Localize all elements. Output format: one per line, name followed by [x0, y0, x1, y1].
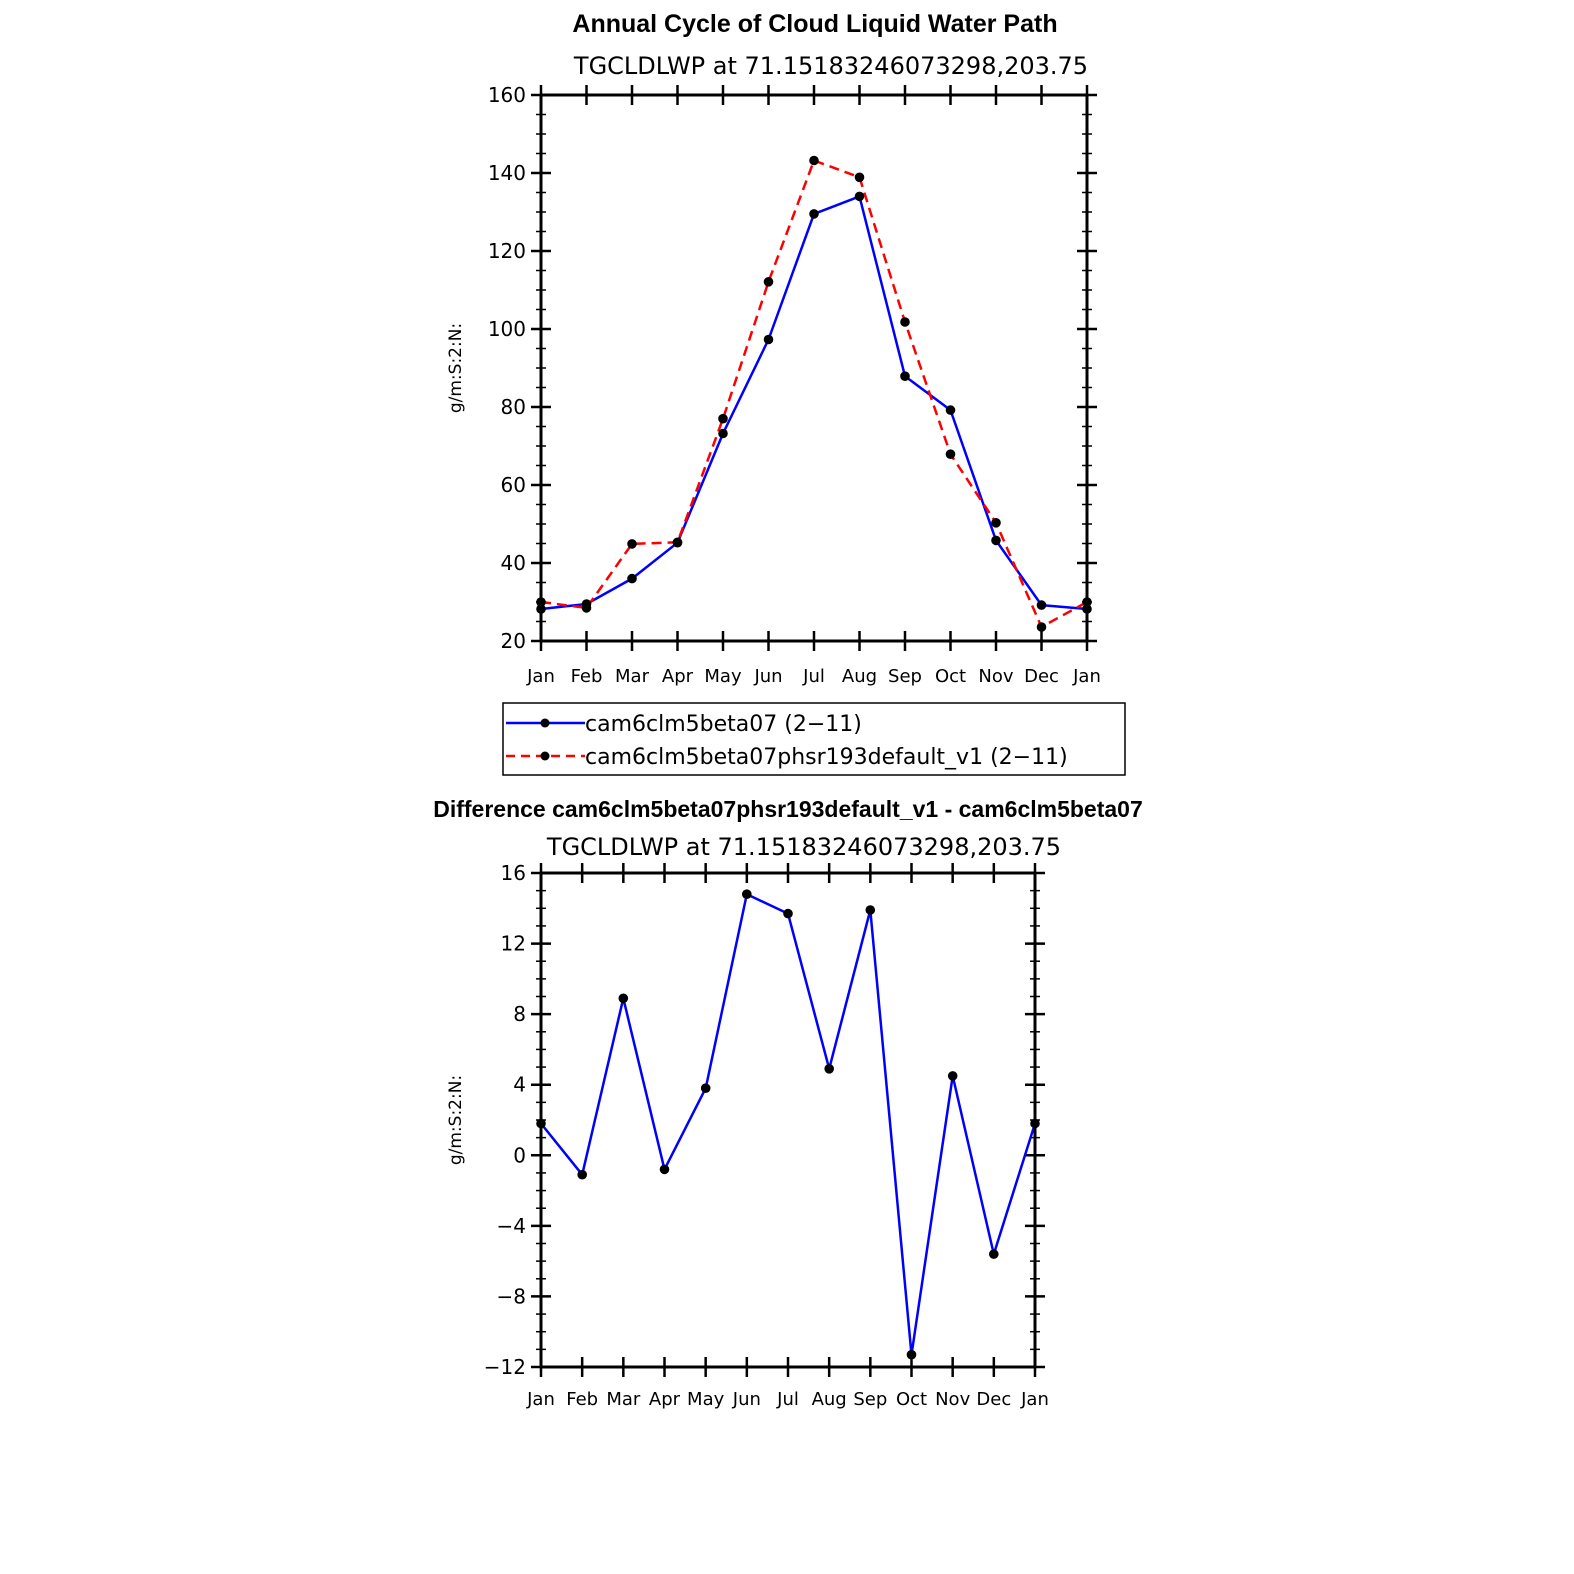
- bottom-series-0-point: [701, 1083, 711, 1093]
- bottom-xtick-label: Jul: [777, 1389, 799, 1410]
- bottom-ytick-label: −4: [496, 1213, 526, 1238]
- top-series-1-point: [718, 414, 728, 424]
- top-series-group: [536, 156, 1092, 632]
- top-series-1-point: [764, 277, 774, 287]
- top-xtick-label: Feb: [570, 666, 603, 687]
- bottom-xtick-label: Jun: [732, 1389, 761, 1410]
- top-xtick-label: Mar: [615, 666, 649, 687]
- top-series-1-point: [991, 518, 1001, 528]
- top-ytick-label: 160: [487, 83, 526, 107]
- top-series-0-point: [900, 371, 910, 381]
- top-ytick-label: 60: [500, 473, 526, 497]
- top-xtick-label: Jul: [803, 666, 825, 687]
- top-xtick-label: May: [704, 666, 742, 687]
- legend-label-red: cam6clm5beta07phsr193default_v1 (2−11): [585, 745, 1068, 770]
- bottom-series-0-point: [948, 1071, 958, 1081]
- top-series-1-point: [673, 538, 683, 548]
- bottom-axis-ticks: [531, 863, 1045, 1377]
- bottom-ytick-label: −8: [496, 1284, 526, 1309]
- bottom-ytick-label: 16: [500, 861, 526, 885]
- bottom-series-0-point: [619, 994, 629, 1004]
- top-y-tick-labels: [488, 83, 526, 653]
- bottom-plot-frame: [541, 873, 1035, 1367]
- top-ytick-label: 80: [500, 395, 526, 419]
- top-y-axis-label: g/m:S:2:N:: [446, 322, 466, 414]
- top-series-1-point: [1037, 622, 1047, 632]
- bottom-x-tick-labels: [526, 1389, 1049, 1410]
- top-series-1-point: [582, 603, 592, 613]
- top-series-0-point: [855, 192, 865, 202]
- bottom-series-0-point: [989, 1249, 999, 1259]
- top-series-0-point: [946, 405, 956, 415]
- top-series-1-point: [946, 449, 956, 459]
- top-series-1-point: [855, 173, 865, 183]
- top-series-line-0: [541, 196, 1087, 609]
- bottom-xtick-label: Feb: [566, 1389, 599, 1410]
- top-series-0-point: [809, 209, 819, 219]
- top-xtick-label: Jan: [527, 666, 555, 687]
- bottom-xtick-label: May: [687, 1389, 725, 1410]
- legend-marker-blue: [541, 719, 550, 728]
- top-ytick-label: 140: [487, 161, 526, 185]
- top-xtick-label: Oct: [934, 666, 967, 687]
- bottom-xtick-label: Jan: [1021, 1389, 1049, 1410]
- bottom-series-0-point: [907, 1350, 917, 1360]
- top-xtick-label: Sep: [888, 666, 922, 687]
- bottom-chart-subtitle: TGCLDLWP at 71.15183246073298,203.75: [546, 833, 1062, 861]
- bottom-series-0-point: [783, 909, 793, 919]
- bottom-xtick-label: Aug: [811, 1389, 847, 1410]
- bottom-xtick-label: Mar: [606, 1389, 641, 1410]
- top-ytick-label: 100: [487, 317, 526, 341]
- bottom-ytick-label: −12: [483, 1355, 526, 1379]
- bottom-xtick-label: Dec: [976, 1389, 1012, 1410]
- bottom-series-group: [536, 889, 1040, 1359]
- bottom-series-0-point: [577, 1170, 587, 1180]
- bottom-series-line-0: [541, 894, 1035, 1354]
- top-plot-frame: [541, 95, 1087, 641]
- bottom-series-0-point: [742, 889, 752, 899]
- bottom-xtick-label: Oct: [895, 1389, 928, 1410]
- top-series-1-point: [809, 156, 819, 166]
- bottom-ytick-label: 4: [513, 1072, 526, 1097]
- top-xtick-label: Jun: [754, 666, 783, 687]
- bottom-xtick-label: Nov: [935, 1389, 971, 1410]
- top-xtick-label: Nov: [978, 666, 1014, 687]
- top-x-tick-labels: [526, 666, 1101, 687]
- bottom-y-axis-label: g/m:S:2:N:: [446, 1074, 466, 1166]
- annual-cycle-chart: [446, 10, 1101, 687]
- top-chart-title: Annual Cycle of Cloud Liquid Water Path: [572, 10, 1058, 38]
- bottom-xtick-label: Jan: [527, 1389, 555, 1410]
- top-ytick-label: 40: [500, 551, 526, 575]
- top-series-line-1: [541, 161, 1087, 628]
- top-series-0-point: [764, 335, 774, 345]
- difference-chart: [433, 796, 1143, 1410]
- bottom-series-0-point: [660, 1165, 670, 1175]
- top-xtick-label: Apr: [661, 666, 694, 687]
- top-series-0-point: [627, 574, 637, 584]
- top-series-1-point: [900, 317, 910, 327]
- top-series-0-point: [1037, 600, 1047, 610]
- bottom-ytick-label: 12: [500, 931, 526, 956]
- top-series-1-point: [627, 539, 637, 549]
- top-ytick-label: 120: [487, 239, 526, 263]
- top-series-0-point: [718, 429, 728, 439]
- bottom-series-0-point: [824, 1064, 834, 1074]
- top-xtick-label: Aug: [841, 666, 878, 687]
- bottom-y-tick-labels: [484, 861, 526, 1379]
- bottom-ytick-label: 0: [513, 1143, 526, 1168]
- top-xtick-label: Dec: [1024, 666, 1059, 687]
- bottom-chart-title: Difference cam6clm5beta07phsr193default_v1 - cam6clm5beta07: [433, 796, 1143, 822]
- top-xtick-label: Jan: [1073, 666, 1101, 687]
- bottom-ytick-label: 8: [513, 1002, 526, 1027]
- top-chart-subtitle: TGCLDLWP at 71.15183246073298,203.75: [573, 52, 1089, 80]
- legend: [503, 703, 1125, 775]
- bottom-xtick-label: Apr: [648, 1389, 681, 1410]
- legend-label-blue: cam6clm5beta07 (2−11): [585, 712, 862, 737]
- legend-marker-red: [541, 752, 550, 761]
- bottom-xtick-label: Sep: [853, 1389, 888, 1410]
- bottom-series-0-point: [866, 905, 876, 915]
- top-ytick-label: 20: [500, 629, 526, 653]
- top-series-0-point: [991, 536, 1001, 546]
